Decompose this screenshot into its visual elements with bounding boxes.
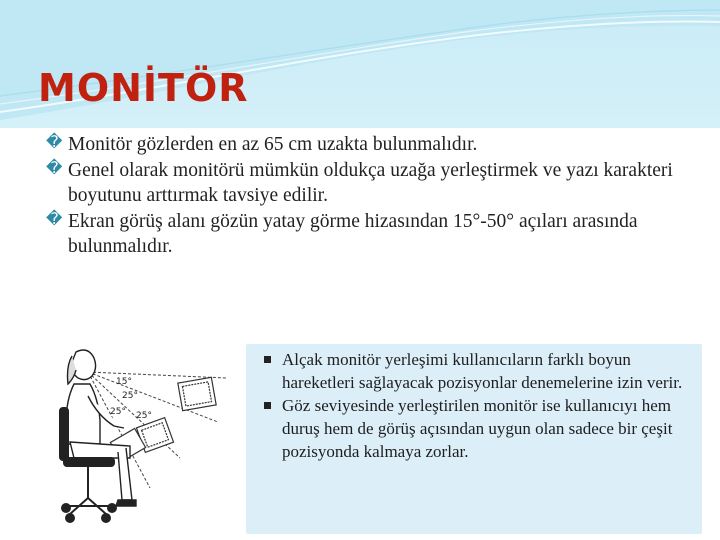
slide-title: MONİTÖR <box>38 66 249 110</box>
bullet-glyph-icon: � <box>46 211 63 228</box>
note-item <box>262 348 692 394</box>
square-bullet-icon <box>264 402 271 409</box>
square-bullet-icon <box>264 356 271 363</box>
bullet-item <box>46 158 706 208</box>
note-text: Göz seviyesinde yerleştirilen monitör ise kullanıcıyı hem duruş hem de görüş açısından uygun olan sadece bir çeşit pozisyonda kalmaya zorlar. <box>282 396 673 461</box>
angle-label: 25° <box>122 391 138 401</box>
bullet-item <box>46 209 706 259</box>
angle-label: 25° <box>110 407 126 417</box>
monitor-posture-illustration <box>30 338 244 538</box>
bullet-text: Genel olarak monitörü mümkün oldukça uzağa yerleştirmek ve yazı karakteri boyutunu arttırmak tavsiye edilir. <box>68 160 673 206</box>
angle-label: 25° <box>136 411 152 421</box>
angle-label: 15° <box>116 377 132 387</box>
bullet-text: Monitör gözlerden en az 65 cm uzakta bulunmalıdır. <box>68 134 478 155</box>
note-list <box>262 348 692 463</box>
note-text: Alçak monitör yerleşimi kullanıcıların farklı boyun hareketleri sağlayacak pozisyonlar denemelerine izin verir. <box>282 350 683 392</box>
bullet-item <box>46 132 706 157</box>
bullet-glyph-icon: � <box>46 160 63 177</box>
bullet-list <box>46 132 706 260</box>
bullet-text: Ekran görüş alanı gözün yatay görme hizasından 15°-50° açıları arasında bulunmalıdır. <box>68 211 638 257</box>
bullet-glyph-icon: � <box>46 134 63 151</box>
note-item <box>262 394 692 463</box>
